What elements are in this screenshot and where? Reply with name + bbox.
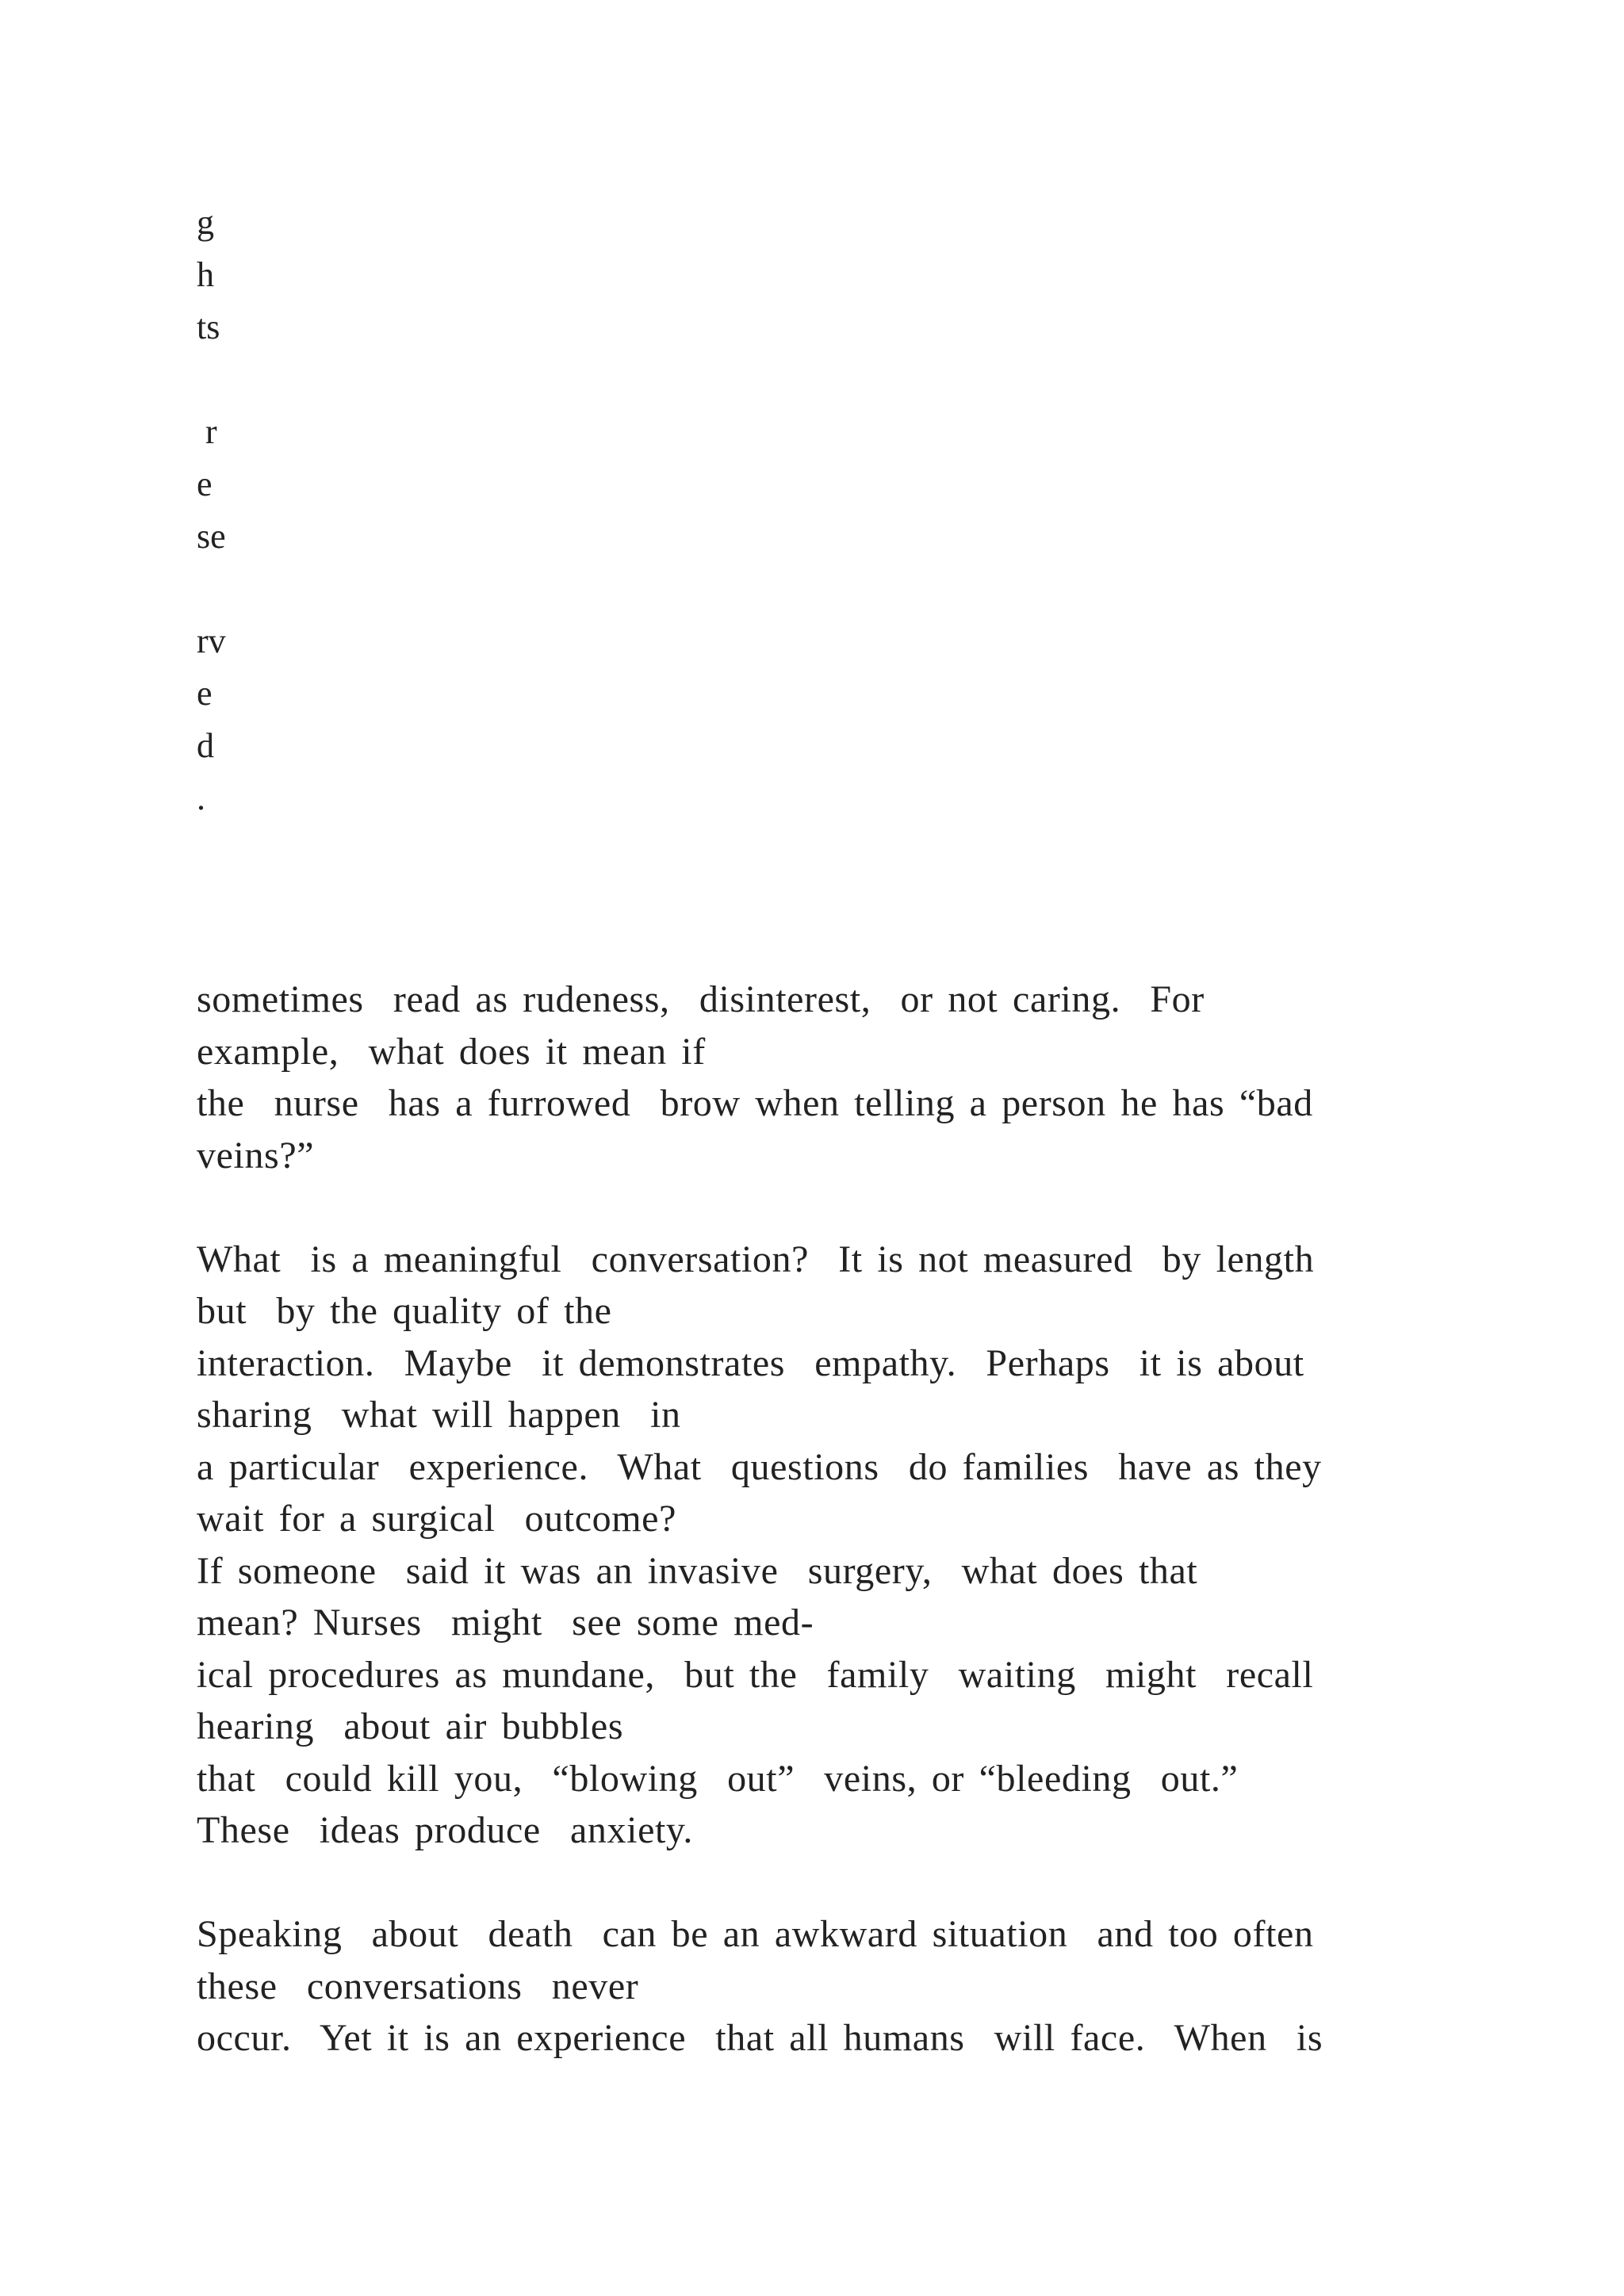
vertical-rights-fragment <box>197 197 355 825</box>
fragment-line: se <box>197 517 226 556</box>
text-line: wait for a surgical outcome? <box>197 1498 676 1540</box>
fragment-line: g <box>197 203 214 242</box>
text-line: occur. Yet it is an experience that all humans will face. When is <box>197 2017 1323 2059</box>
text-line: hearing about air bubbles <box>197 1705 624 1747</box>
paragraph-gap <box>197 1181 1465 1234</box>
paragraph <box>197 974 1465 1181</box>
text-line: These ideas produce anxiety. <box>197 1809 693 1851</box>
text-line: the nurse has a furrowed brow when telling a person he has “bad <box>197 1082 1313 1124</box>
text-line: that could kill you, “blowing out” veins, or “bleeding out.” <box>197 1757 1239 1800</box>
text-line: Speaking about death can be an awkward situation and too often <box>197 1913 1314 1955</box>
paragraph <box>197 1234 1465 1857</box>
text-line: ical procedures as mundane, but the family waiting might recall <box>197 1653 1314 1696</box>
fragment-line <box>197 354 355 406</box>
fragment-line: ts <box>197 308 220 346</box>
text-line: mean? Nurses might see some med- <box>197 1601 814 1644</box>
fragment-line: d <box>197 726 214 765</box>
text-line: a particular experience. What questions do families have as they <box>197 1445 1322 1488</box>
text-line: interaction. Maybe it demonstrates empathy. Perhaps it is about <box>197 1341 1304 1384</box>
fragment-line: h <box>197 255 214 294</box>
text-line: If someone said it was an invasive surgery, what does that <box>197 1549 1198 1592</box>
paragraph-gap <box>197 1857 1465 1909</box>
body-text <box>197 974 1465 2064</box>
text-line: example, what does it mean if <box>197 1030 706 1073</box>
text-line: What is a meaningful conversation? It is not measured by length <box>197 1238 1315 1280</box>
text-line: but by the quality of the <box>197 1290 612 1332</box>
text-line: veins?” <box>197 1134 315 1177</box>
fragment-line: e <box>197 674 213 713</box>
text-line: sometimes read as rudeness, disinterest, or not caring. For <box>197 978 1205 1020</box>
paragraph <box>197 1908 1465 2064</box>
text-line: these conversations never <box>197 1965 639 2007</box>
fragment-line: rv <box>197 622 226 660</box>
fragment-line: . <box>197 779 205 817</box>
fragment-line: r <box>197 412 217 451</box>
fragment-line <box>197 563 355 615</box>
fragment-line: e <box>197 465 213 503</box>
text-line: sharing what will happen in <box>197 1394 681 1436</box>
